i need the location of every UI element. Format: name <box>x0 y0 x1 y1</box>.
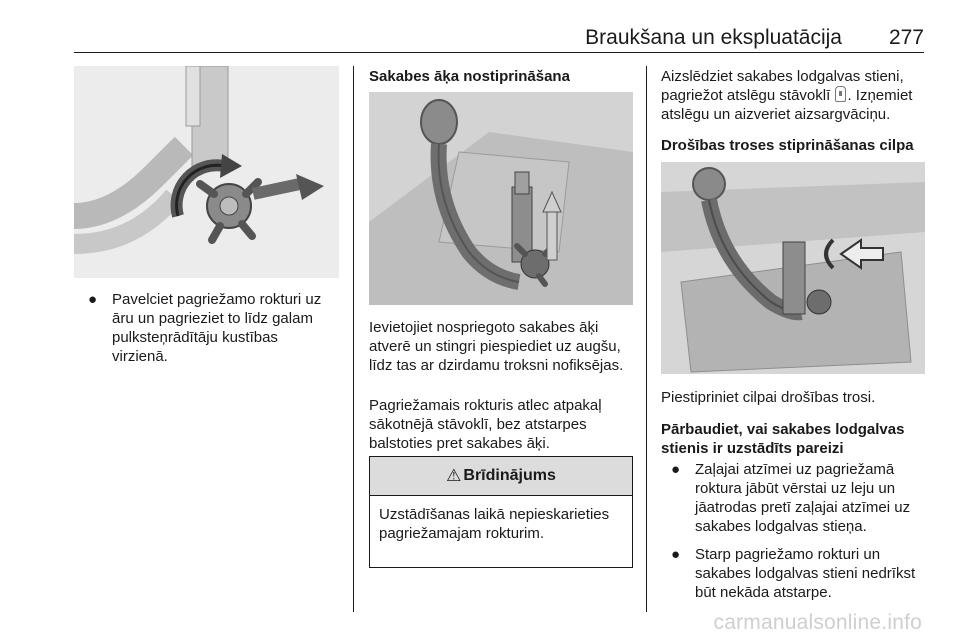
bullet-dot-icon: ● <box>671 546 681 563</box>
instruction-paragraph: Ievietojiet nospriegoto sakabes āķi atverē un stingri piespiediet uz augšu, līdz tas ar dzirdamu troksni nofiksējas. <box>369 319 624 374</box>
bullet-list <box>84 290 336 375</box>
towbar-insertion-illustration <box>369 92 633 305</box>
header-rule <box>74 52 924 53</box>
warning-box <box>369 456 633 568</box>
column-divider <box>353 66 354 612</box>
handwheel-illustration <box>74 66 339 278</box>
section-heading: Pārbaudiet, vai sakabes lodgalvas stienis ir uzstādīts pareizi <box>661 421 905 457</box>
list-item: ● Starp pagriežamo rokturi un sakabes lodgalvas stieni nedrīkst būt nekāda atstarpe. <box>671 546 916 601</box>
warning-triangle-icon: ⚠ <box>446 466 462 485</box>
instruction-paragraph: Pagriežamais rokturis atlec atpakaļ sākotnējā stāvoklī, bez atstarpes balstoties pret sakabes āķi. <box>369 397 602 452</box>
bullet-list <box>667 460 929 611</box>
bullet-dot-icon: ● <box>671 461 681 478</box>
list-item: ● Pavelciet pagriežamo rokturi uz āru un pagrieziet to līdz galam pulksteņrādītāju kustības virzienā. <box>88 291 322 365</box>
section-heading: Drošības troses stiprināšanas cilpa <box>661 137 914 154</box>
watermark: carmanualsonline.info <box>713 611 922 634</box>
page-number: 277 <box>888 26 924 49</box>
instruction-paragraph: Aizslēdziet sakabes lodgalvas stieni, pagriežot atslēgu stāvoklī . Izņemiet atslēgu un aizveriet aizsargvāciņu. <box>661 68 913 123</box>
list-item: ● Zaļajai atzīmei uz pagriežamā roktura jābūt vērstai uz leju un jāatrodas pretī zaļajai atzīmei uz sakabes lodgalvas stieņa. <box>671 461 911 535</box>
running-header: Braukšana un ekspluatācija <box>585 26 842 49</box>
safety-cable-eyelet-illustration <box>661 162 925 374</box>
column-divider <box>646 66 647 612</box>
instruction-paragraph: Piestipriniet cilpai drošības trosi. <box>661 389 876 406</box>
lock-key-icon <box>835 86 846 102</box>
warning-body: Uzstādīšanas laikā nepieskarieties pagriežamajam rokturim. <box>379 506 610 542</box>
section-heading: Sakabes āķa nostiprināšana <box>369 68 570 85</box>
warning-header: ⚠ Brīdinājums <box>370 457 632 496</box>
bullet-dot-icon: ● <box>88 291 98 308</box>
